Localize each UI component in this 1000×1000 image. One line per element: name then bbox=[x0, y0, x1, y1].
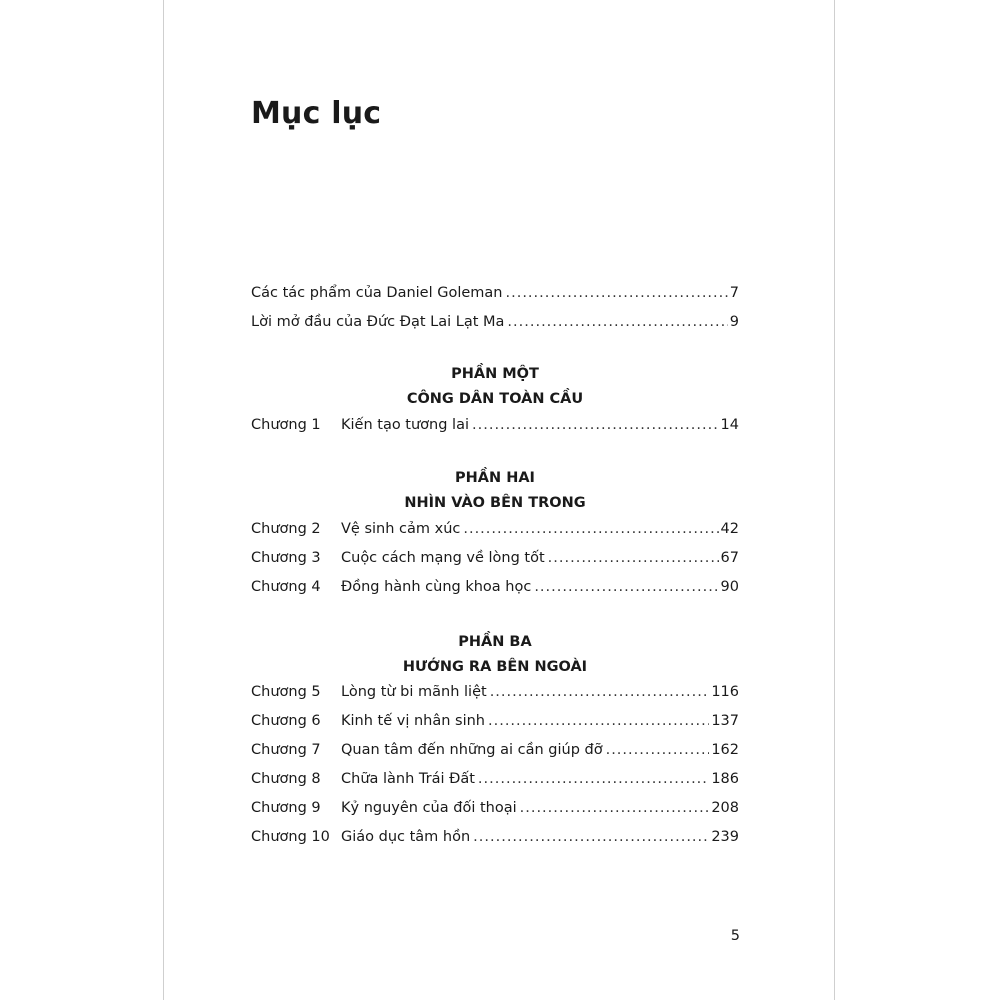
dot-leader bbox=[490, 681, 710, 703]
toc-entry-page: 42 bbox=[720, 521, 739, 537]
dot-leader bbox=[463, 518, 718, 540]
toc-entry-chapter-1[interactable] bbox=[251, 414, 739, 436]
toc-entry-title: Kỷ nguyên của đối thoại bbox=[341, 800, 517, 816]
dot-leader bbox=[534, 576, 718, 598]
page-number: 5 bbox=[730, 928, 740, 944]
toc-entry-chapter-7[interactable] bbox=[251, 739, 739, 761]
part-heading-3 bbox=[251, 630, 739, 680]
part-title: NHÌN VÀO BÊN TRONG bbox=[404, 495, 586, 511]
toc-entry-page: 186 bbox=[711, 771, 739, 787]
toc-entry-chapter-4[interactable] bbox=[251, 576, 739, 598]
toc-chapter-number: Chương 1 bbox=[251, 417, 321, 433]
toc-entry-front-1[interactable] bbox=[251, 282, 739, 304]
dot-leader bbox=[548, 547, 719, 569]
toc-entry-chapter-2[interactable] bbox=[251, 518, 739, 540]
toc-entry-page: 208 bbox=[711, 800, 739, 816]
toc-chapter-number: Chương 6 bbox=[251, 713, 321, 729]
toc-entry-title: Kiến tạo tương lai bbox=[341, 417, 470, 433]
toc-entry-page: 239 bbox=[711, 829, 739, 845]
toc-entry-page: 14 bbox=[720, 417, 739, 433]
toc-entry-title: Chữa lành Trái Đất bbox=[341, 771, 475, 787]
dot-leader bbox=[506, 282, 728, 304]
dot-leader bbox=[478, 768, 709, 790]
toc-entry-chapter-3[interactable] bbox=[251, 547, 739, 569]
part-heading-2 bbox=[251, 466, 739, 516]
part-label: PHẦN MỘT bbox=[451, 366, 539, 382]
part-label: PHẦN HAI bbox=[455, 470, 535, 486]
toc-entry-title: Cuộc cách mạng về lòng tốt bbox=[341, 550, 545, 566]
toc-entry-title: Lòng từ bi mãnh liệt bbox=[341, 684, 487, 700]
toc-chapter-number: Chương 5 bbox=[251, 684, 321, 700]
page-title: Mục lục bbox=[251, 96, 382, 131]
toc-chapter-number: Chương 9 bbox=[251, 800, 321, 816]
toc-entry-chapter-6[interactable] bbox=[251, 710, 739, 732]
toc-chapter-number: Chương 8 bbox=[251, 771, 321, 787]
toc-entry-title: Giáo dục tâm hồn bbox=[341, 829, 471, 845]
toc-entry-page: 90 bbox=[720, 579, 739, 595]
toc-chapter-number: Chương 7 bbox=[251, 742, 321, 758]
dot-leader bbox=[488, 710, 709, 732]
toc-entry-page: 67 bbox=[720, 550, 739, 566]
toc-chapter-number: Chương 2 bbox=[251, 521, 321, 537]
toc-chapter-number: Chương 4 bbox=[251, 579, 321, 595]
part-title: CÔNG DÂN TOÀN CẦU bbox=[406, 391, 584, 407]
part-title: HƯỚNG RA BÊN NGOÀI bbox=[402, 659, 588, 675]
toc-entry-title: Lời mở đầu của Đức Đạt Lai Lạt Ma bbox=[251, 314, 505, 330]
dot-leader bbox=[606, 739, 710, 761]
toc-entry-page: 116 bbox=[711, 684, 739, 700]
toc-chapter-number: Chương 3 bbox=[251, 550, 321, 566]
dot-leader bbox=[472, 414, 719, 436]
toc-chapter-number: Chương 10 bbox=[251, 829, 330, 845]
toc-entry-page: 162 bbox=[711, 742, 739, 758]
toc-entry-chapter-8[interactable] bbox=[251, 768, 739, 790]
dot-leader bbox=[507, 311, 727, 333]
toc-entry-title: Các tác phẩm của Daniel Goleman bbox=[251, 285, 503, 301]
toc-entry-title: Kinh tế vị nhân sinh bbox=[341, 713, 485, 729]
dot-leader bbox=[520, 797, 710, 819]
toc-entry-title: Đồng hành cùng khoa học bbox=[341, 579, 532, 595]
toc-entry-title: Vệ sinh cảm xúc bbox=[341, 521, 461, 537]
toc-entry-chapter-5[interactable] bbox=[251, 681, 739, 703]
toc-entry-title: Quan tâm đến những ai cần giúp đỡ bbox=[341, 742, 603, 758]
toc-entry-front-2[interactable] bbox=[251, 311, 739, 333]
toc-entry-page: 137 bbox=[711, 713, 739, 729]
part-label: PHẦN BA bbox=[458, 634, 532, 650]
toc-entry-page: 7 bbox=[729, 285, 739, 301]
part-heading-1 bbox=[251, 362, 739, 412]
dot-leader bbox=[473, 826, 709, 848]
toc-entry-page: 9 bbox=[729, 314, 739, 330]
toc-entry-chapter-9[interactable] bbox=[251, 797, 739, 819]
toc-entry-chapter-10[interactable] bbox=[251, 826, 739, 848]
